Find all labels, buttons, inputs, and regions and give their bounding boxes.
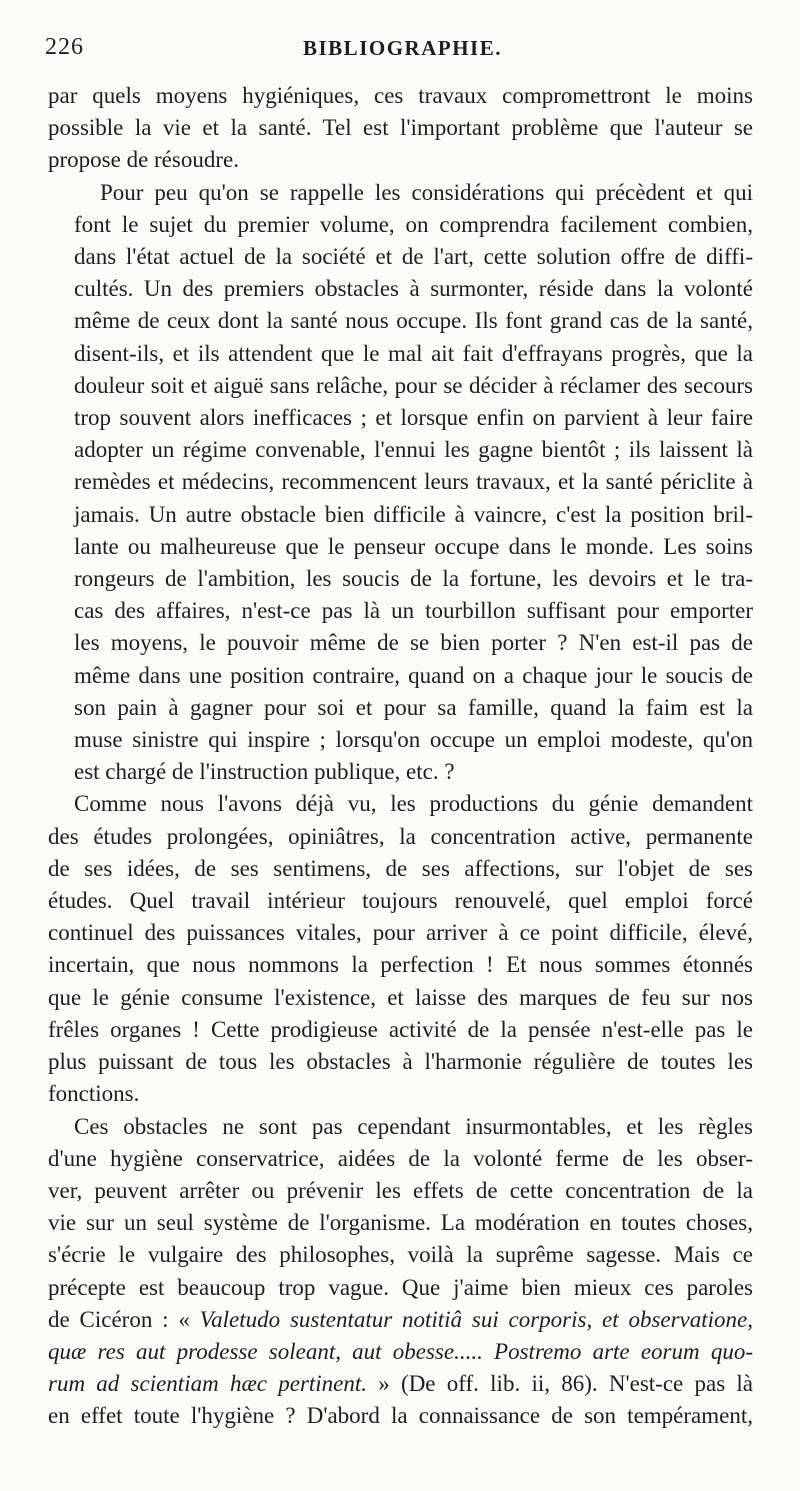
text-line: études. Quel travail intérieur toujours renouvelé, quel emploi forcé xyxy=(48,888,753,914)
text-line-mixed xyxy=(48,1368,753,1400)
text-line: ver, peuvent arrêter ou prévenir les effets de cette concentration de la xyxy=(48,1177,753,1203)
paragraph xyxy=(48,1111,753,1433)
text-line: muse sinistre qui inspire ; lorsqu'on occupe un emploi modeste, qu'on xyxy=(74,727,753,753)
text-line: son pain à gagner pour soi et pour sa famille, quand la faim est la xyxy=(74,694,753,720)
text-line: que le génie consume l'existence, et laisse des marques de feu sur nos xyxy=(48,984,753,1010)
text-line: de ses idées, de ses sentimens, de ses affections, sur l'objet de ses xyxy=(48,855,753,881)
text-line: vie sur un seul système de l'organisme. La modération en toutes choses, xyxy=(48,1210,753,1236)
text-line: remèdes et médecins, recommencent leurs travaux, et la santé périclite à xyxy=(74,469,753,495)
text-line: Pour peu qu'on se rappelle les considérations qui précèdent et qui xyxy=(100,179,753,205)
text-line: cas des affaires, n'est-ce pas là un tourbillon suffisant pour emporter xyxy=(74,598,753,624)
text-line: adopter un régime convenable, l'ennui les gagne bientôt ; ils laissent là xyxy=(74,437,753,463)
text-line: douleur soit et aiguë sans relâche, pour se décider à réclamer des secours xyxy=(74,372,753,398)
text-line: incertain, que nous nommons la perfection ! Et nous sommes étonnés xyxy=(48,952,753,978)
text-line: par quels moyens hygiéniques, ces travaux compromettront le moins xyxy=(48,83,753,108)
text-line: Comme nous l'avons déjà vu, les productions du génie demandent xyxy=(74,791,753,817)
text-line: d'une hygiène conservatrice, aidées de la volonté ferme de les obser- xyxy=(48,1145,753,1171)
running-title: BIBLIOGRAPHIE. xyxy=(303,36,502,60)
body-text xyxy=(48,80,753,1433)
text-line: est chargé de l'instruction publique, etc. ? xyxy=(74,759,455,785)
text-line: même de ceux dont la santé nous occupe. Ils font grand cas de la santé, xyxy=(74,308,753,334)
paragraph xyxy=(48,80,753,177)
text-line: plus puissant de tous les obstacles à l'harmonie régulière de toutes les xyxy=(48,1049,753,1075)
text-line: possible la vie et la santé. Tel est l'important problème que l'auteur se xyxy=(48,115,753,141)
text-line: s'écrie le vulgaire des philosophes, voilà la suprême sagesse. Mais ce xyxy=(48,1242,753,1268)
text-run: de Cicéron : « xyxy=(48,1306,200,1332)
text-line-mixed xyxy=(48,1336,753,1368)
text-line: précepte est beaucoup trop vague. Que j'aime bien mieux ces paroles xyxy=(48,1274,753,1300)
latin-quote-run: quæ res aut prodesse soleant, aut obesse..... Postremo arte eorum quo- xyxy=(48,1338,753,1364)
text-line: continuel des puissances vitales, pour arriver à ce point difficile, élevé, xyxy=(48,920,753,946)
text-line: cultés. Un des premiers obstacles à surmonter, réside dans la volonté xyxy=(74,276,753,302)
text-line: lante ou malheureuse que le penseur occupe dans le monde. Les soins xyxy=(74,533,753,559)
text-line: frêles organes ! Cette prodigieuse activité de la pensée n'est-elle pas le xyxy=(48,1016,753,1042)
text-line: disent-ils, et ils attendent que le mal ait fait d'effrayans progrès, que la xyxy=(74,340,753,366)
text-line-mixed xyxy=(48,1400,753,1432)
text-line: les moyens, le pouvoir même de se bien porter ? N'en est-il pas de xyxy=(74,630,753,656)
page-number: 226 xyxy=(45,34,84,60)
latin-quote-run: Valetudo sustentatur notitiâ sui corporis, et observatione, xyxy=(199,1306,753,1332)
page-header xyxy=(45,34,757,74)
text-line: des études prolongées, opiniâtres, la concentration active, permanente xyxy=(48,823,753,849)
text-line: propose de résoudre. xyxy=(48,147,239,173)
text-run: en effet toute l'hygiène ? D'abord la connaissance de son tempérament, xyxy=(48,1403,753,1429)
text-line: même dans une position contraire, quand on a chaque jour le soucis de xyxy=(74,662,753,688)
paragraph xyxy=(48,177,753,789)
text-line: rongeurs de l'ambition, les soucis de la fortune, les devoirs et le tra- xyxy=(74,566,753,592)
text-run: » (De off. lib. ii, 86). N'est-ce pas là xyxy=(367,1371,754,1397)
text-line: dans l'état actuel de la société et de l'art, cette solution offre de diffi- xyxy=(74,244,753,270)
latin-quote-run: rum ad scientiam hæc pertinent. xyxy=(48,1371,368,1397)
text-line-mixed xyxy=(48,1304,753,1336)
text-line: font le sujet du premier volume, on comprendra facilement combien, xyxy=(74,211,753,237)
text-line: fonctions. xyxy=(48,1081,140,1107)
text-line: trop souvent alors inefficaces ; et lorsque enfin on parvient à leur faire xyxy=(74,405,753,431)
paragraph xyxy=(48,788,753,1110)
text-line: Ces obstacles ne sont pas cependant insurmontables, et les règles xyxy=(74,1113,753,1139)
text-line: jamais. Un autre obstacle bien difficile à vaincre, c'est la position bril- xyxy=(74,501,753,527)
